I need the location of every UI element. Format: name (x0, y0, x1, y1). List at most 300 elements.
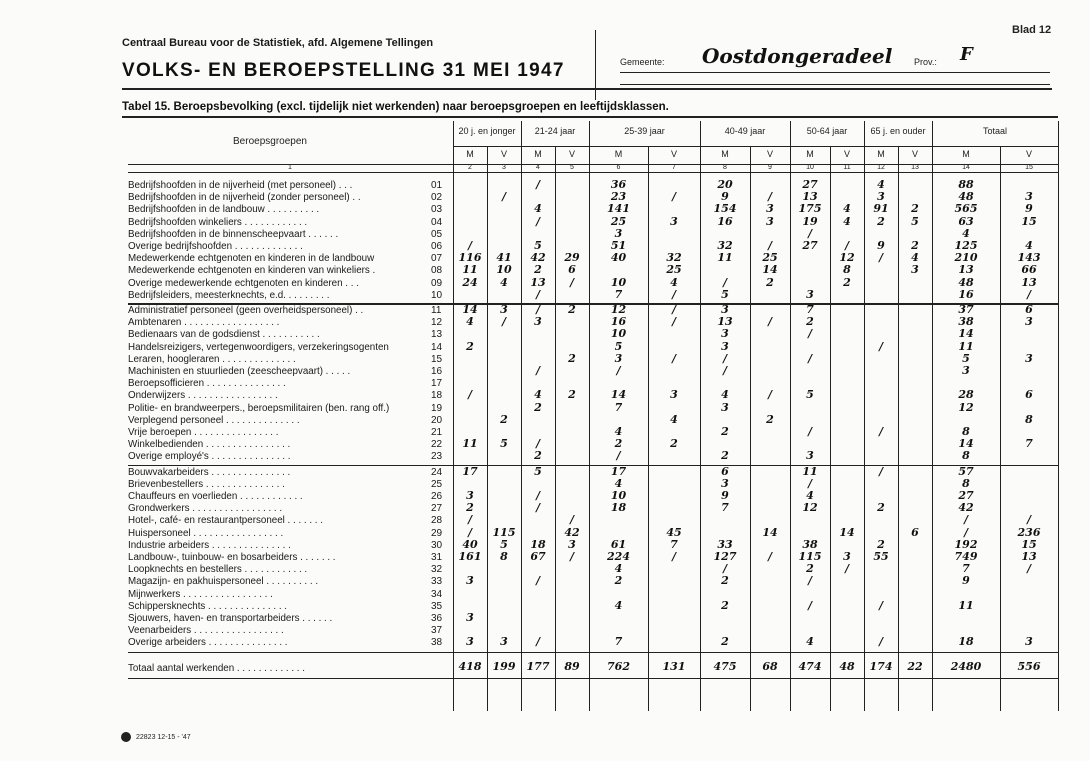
data-cell: 16 (958, 287, 974, 301)
row-label: Huispersoneel . . . . . . . . . . . . . . . . . (128, 527, 284, 539)
data-cell: 24 (462, 275, 478, 289)
age-group-header: 20 j. en jonger (458, 126, 516, 136)
data-cell: / (878, 251, 884, 265)
data-cell: 2 (500, 412, 508, 426)
data-cell: 4 (466, 315, 474, 329)
data-cell: 61 (610, 537, 627, 551)
data-cell: 42 (530, 251, 546, 265)
data-cell: 2 (568, 303, 576, 316)
total-cell: 174 (869, 659, 893, 673)
data-cell: / (878, 635, 884, 649)
data-cell: / (535, 501, 541, 515)
data-cell: / (535, 214, 541, 228)
data-cell: 5 (500, 437, 508, 451)
data-cell: 236 (1017, 525, 1041, 539)
data-cell: / (467, 525, 473, 539)
data-cell: 17 (610, 464, 627, 478)
data-cell: / (767, 239, 773, 252)
column-number: 4 (536, 164, 540, 171)
age-group-divider (1058, 121, 1059, 711)
header-rule (122, 88, 1052, 90)
data-cell: 2 (568, 351, 576, 365)
row-number: 30 (431, 539, 443, 551)
data-cell: / (1026, 287, 1032, 301)
data-cell: 9 (1025, 202, 1033, 216)
row-number: 08 (431, 265, 443, 277)
row-number: 28 (431, 515, 443, 527)
data-cell: 8 (962, 425, 970, 438)
data-cell: 14 (839, 525, 855, 539)
data-cell: 10 (610, 327, 627, 341)
data-cell: 210 (954, 251, 978, 265)
age-group-header: 25-39 jaar (624, 126, 665, 136)
data-cell: 2 (911, 202, 919, 216)
data-cell: 2 (534, 263, 542, 277)
row-label: Mijnwerkers . . . . . . . . . . . . . . . . . (128, 588, 273, 600)
row-number: 07 (431, 253, 443, 265)
data-cell: 4 (534, 202, 542, 216)
data-cell: / (671, 303, 677, 316)
row-label: Industrie arbeiders . . . . . . . . . . . . . . . (128, 539, 291, 551)
data-cell: 32 (666, 251, 682, 265)
total-cell: 22 (907, 659, 923, 673)
sex-header: M (721, 149, 729, 159)
data-cell: 3 (568, 537, 576, 551)
data-cell: / (569, 275, 575, 289)
row-label: Overige medewerkende echtgenoten en kinderen . . . (128, 277, 359, 289)
data-cell: 18 (530, 537, 546, 551)
data-cell: 42 (958, 501, 974, 515)
sex-header: M (466, 149, 474, 159)
row-number: 35 (431, 600, 443, 612)
row-number: 38 (431, 637, 443, 649)
sex-divider (750, 146, 751, 711)
data-cell: 42 (564, 525, 580, 539)
data-cell: 5 (721, 287, 729, 301)
data-cell: 48 (958, 275, 974, 289)
data-cell: 16 (717, 214, 733, 228)
row-number: 31 (431, 552, 443, 563)
data-cell: 2 (721, 449, 729, 463)
total-cell: 48 (839, 659, 855, 673)
table-bottom-rule (128, 678, 1058, 680)
data-cell: 15 (1021, 214, 1037, 228)
data-cell: 3 (614, 226, 623, 240)
row-number: 22 (431, 439, 443, 451)
row-number: 17 (431, 378, 443, 390)
total-label: Totaal aantal werkenden . . . . . . . . . . . . . (128, 662, 305, 674)
data-cell: 7 (806, 303, 814, 316)
data-cell: 115 (492, 525, 516, 539)
row-number: 10 (431, 289, 443, 301)
data-cell: 2 (614, 574, 623, 588)
data-cell: / (501, 190, 507, 204)
sex-divider (830, 146, 831, 711)
row-label: Medewerkende echtgenoten en kinderen in de landbouw (128, 253, 375, 265)
data-cell: 4 (614, 562, 623, 576)
data-cell: 2 (568, 388, 576, 402)
data-cell: 48 (958, 190, 974, 204)
data-cell: 29 (564, 251, 580, 265)
data-cell: / (671, 315, 677, 329)
data-cell: 25 (666, 263, 682, 277)
data-cell: 4 (614, 476, 623, 490)
data-cell: 9 (877, 239, 885, 252)
data-cell: 13 (958, 263, 974, 277)
data-cell: 2 (843, 275, 851, 289)
row-label: Chauffeurs en voerlieden . . . . . . . . . . . . (128, 491, 303, 502)
data-cell: / (1026, 562, 1032, 576)
data-cell: 3 (806, 449, 814, 463)
row-number: 36 (431, 613, 443, 624)
data-cell: 4 (614, 598, 623, 612)
data-cell: 33 (717, 537, 733, 551)
data-cell: 12 (610, 303, 627, 316)
row-number: 15 (431, 353, 443, 365)
data-cell: 7 (670, 537, 678, 551)
data-cell: 3 (721, 303, 729, 316)
column-number: 5 (570, 164, 574, 171)
gemeente-rule (620, 72, 1050, 73)
data-cell: 91 (873, 202, 889, 216)
data-cell: 2 (534, 449, 542, 463)
data-cell: 4 (843, 214, 851, 228)
data-cell: / (963, 525, 969, 539)
row-label: Bouwvakarbeiders . . . . . . . . . . . . . . . (128, 466, 291, 478)
data-cell: / (844, 562, 850, 576)
data-cell: 2 (466, 339, 474, 353)
total-cell: 418 (458, 659, 482, 673)
data-cell: / (535, 574, 541, 588)
sex-header: V (500, 149, 507, 159)
data-cell: 2 (877, 501, 885, 515)
data-cell: 28 (958, 388, 974, 402)
data-cell: 3 (721, 400, 729, 414)
sex-header: V (911, 149, 918, 159)
data-cell: 10 (610, 275, 627, 289)
data-cell: 4 (534, 388, 542, 402)
column-number: 11 (843, 164, 851, 171)
data-cell: 27 (802, 178, 818, 191)
age-group-header: 40-49 jaar (724, 126, 766, 136)
row-number: 11 (431, 305, 442, 316)
data-cell: / (535, 287, 541, 301)
data-cell: / (535, 489, 541, 502)
data-cell: 13 (530, 275, 546, 289)
data-cell: 4 (806, 489, 814, 502)
data-cell: 3 (534, 315, 542, 329)
row-number: 27 (431, 503, 443, 515)
row-number: 21 (431, 427, 443, 438)
data-cell: 37 (958, 303, 974, 316)
data-cell: / (535, 635, 541, 649)
data-cell: 125 (954, 239, 978, 252)
data-cell: 7 (614, 635, 623, 649)
data-cell: 4 (962, 226, 970, 240)
row-label: Leraren, hoogleraren . . . . . . . . . . . . . . (128, 353, 296, 365)
data-cell: 57 (958, 464, 974, 478)
age-group-header: 65 j. en ouder (870, 126, 926, 136)
row-label: Schippersknechts . . . . . . . . . . . . . . . (128, 600, 287, 612)
data-cell: / (878, 425, 884, 438)
column-number: 14 (962, 164, 970, 171)
data-cell: 9 (962, 574, 970, 588)
row-label: Landbouw-, tuinbouw- en bosarbeiders . . . . . . . (128, 552, 336, 563)
data-cell: 143 (1017, 251, 1041, 265)
data-cell: / (535, 178, 541, 191)
data-cell: 14 (958, 437, 974, 451)
data-cell: 2 (466, 501, 474, 515)
data-cell: 5 (614, 339, 623, 353)
total-cell: 2480 (950, 659, 982, 673)
row-number: 13 (431, 329, 443, 341)
data-cell: 3 (614, 351, 623, 365)
data-cell: 192 (954, 537, 978, 551)
column-number: 3 (502, 164, 506, 171)
data-cell: 14 (462, 303, 478, 316)
row-label: Bedienaars van de godsdienst . . . . . . . . . . . (128, 329, 320, 341)
data-cell: 2 (766, 275, 774, 289)
row-label: Bedrijfshoofden in de binnenscheepvaart . . . . . . (128, 228, 339, 240)
data-cell: / (767, 315, 773, 329)
row-number: 05 (431, 228, 443, 240)
row-label: Vrije beroepen . . . . . . . . . . . . . . . . (128, 427, 279, 438)
row-label: Hotel-, café- en restaurantpersoneel . . . . . . . (128, 515, 323, 527)
row-number: 04 (431, 216, 443, 228)
data-cell: 8 (1025, 412, 1033, 426)
data-cell: / (671, 287, 677, 301)
sex-header: V (1025, 149, 1032, 159)
data-cell: 38 (802, 537, 818, 551)
data-cell: / (767, 388, 773, 402)
sex-header: M (534, 149, 542, 159)
data-cell: 2 (721, 574, 729, 588)
header-divider (595, 30, 596, 100)
data-cell: 3 (843, 550, 851, 563)
data-cell: 3 (466, 489, 474, 502)
row-label: Bedrijfshoofden in de landbouw . . . . . . . . . . (128, 204, 320, 216)
data-cell: 3 (877, 190, 885, 204)
column-number: 9 (768, 164, 772, 171)
column-number: 2 (468, 164, 472, 171)
data-cell: 3 (670, 214, 678, 228)
data-cell: 10 (496, 263, 512, 277)
data-cell: 17 (462, 464, 478, 478)
column-number: 10 (806, 164, 814, 171)
data-cell: 23 (610, 190, 627, 204)
data-cell: 4 (721, 388, 729, 402)
data-cell: 6 (911, 525, 919, 539)
data-cell: 3 (1025, 635, 1033, 649)
sex-divider (648, 146, 649, 711)
data-cell: 4 (670, 412, 678, 426)
data-cell: 2 (766, 412, 774, 426)
row-number: 24 (431, 466, 443, 478)
data-cell: 67 (530, 550, 546, 563)
sheet-number: Blad 12 (1012, 24, 1052, 36)
sex-header: M (962, 149, 970, 159)
row-number: 29 (431, 527, 443, 539)
data-cell: 12 (802, 501, 818, 515)
printer-code: 22823 12-15 - '47 (136, 734, 191, 741)
data-cell: 40 (462, 537, 478, 551)
data-cell: 5 (911, 214, 919, 228)
row-label: Bedrijfshoofden in de nijverheid (zonder personeel) . . (128, 192, 361, 204)
data-cell: 14 (762, 263, 778, 277)
row-label: Bedrijfshoofden winkeliers . . . . . . . . . . . . (128, 216, 308, 228)
data-cell: / (467, 239, 473, 252)
row-label: Politie- en brandweerpers., beroepsmilitairen (ben. rang off.) (128, 402, 390, 414)
total-cell: 475 (713, 659, 737, 673)
column-number: 12 (877, 164, 885, 171)
data-cell: 13 (717, 315, 733, 329)
data-cell: / (722, 351, 728, 365)
data-cell: / (807, 598, 813, 612)
data-cell: 3 (670, 388, 678, 402)
data-cell: / (501, 315, 507, 329)
data-cell: 14 (958, 327, 974, 341)
gemeente-value: Oostdongeradeel (702, 44, 893, 68)
data-cell: 3 (806, 287, 814, 301)
sex-header: M (614, 149, 623, 159)
total-cell: 68 (762, 659, 778, 673)
data-cell: / (467, 513, 473, 527)
row-label: Winkelbedienden . . . . . . . . . . . . . . . . (128, 439, 291, 451)
data-cell: / (807, 476, 813, 490)
data-cell: 3 (500, 635, 508, 649)
row-number: 03 (431, 204, 443, 216)
data-cell: 2 (614, 437, 623, 451)
row-number: 23 (431, 451, 443, 463)
row-label: Ambtenaren . . . . . . . . . . . . . . . . . . (128, 317, 280, 329)
row-number: 16 (431, 366, 443, 377)
row-label: Overige bedrijfshoofden . . . . . . . . . . . . . (128, 241, 303, 252)
column-number: 8 (723, 164, 727, 171)
age-group-header: Totaal (982, 126, 1008, 136)
data-cell: / (722, 364, 728, 377)
row-label: Overige employé's . . . . . . . . . . . . . . . (128, 451, 291, 463)
data-cell: 88 (958, 178, 974, 191)
data-cell: 8 (843, 263, 851, 277)
row-number: 06 (431, 241, 443, 252)
gemeente-rule-2 (620, 84, 1050, 85)
data-cell: 63 (958, 214, 974, 228)
row-number: 37 (431, 625, 443, 637)
data-cell: 3 (766, 202, 774, 216)
organization-line: Centraal Bureau voor de Statistiek, afd. Algemene Tellingen (122, 37, 434, 49)
data-cell: 2 (721, 425, 729, 438)
data-cell: 32 (717, 239, 733, 252)
data-cell: 2 (670, 437, 678, 451)
data-cell: 3 (721, 327, 729, 341)
data-cell: / (535, 437, 541, 451)
province-value: F (960, 44, 973, 65)
data-cell: 5 (534, 239, 542, 252)
data-cell: / (807, 574, 813, 588)
row-label: Brievenbestellers . . . . . . . . . . . . . . . (128, 478, 285, 490)
total-cell: 474 (798, 659, 822, 673)
data-cell: 25 (610, 214, 627, 228)
total-cell: 177 (526, 659, 550, 673)
header-bottom-rule (128, 172, 1058, 173)
data-cell: 4 (877, 178, 885, 191)
data-cell: 7 (614, 287, 623, 301)
data-cell: 3 (1025, 315, 1033, 329)
sex-header: V (568, 149, 575, 159)
data-cell: 2 (911, 239, 919, 252)
data-cell: 224 (607, 550, 630, 563)
data-cell: 7 (962, 562, 970, 576)
age-group-header: 50-64 jaar (806, 126, 848, 136)
data-cell: 4 (614, 425, 623, 438)
data-cell: 40 (610, 251, 627, 265)
sex-divider (555, 146, 556, 711)
data-cell: 18 (958, 635, 974, 649)
row-number: 19 (431, 402, 443, 414)
data-cell: 6 (1025, 388, 1033, 402)
row-number: 34 (431, 588, 443, 600)
data-cell: 5 (534, 464, 542, 478)
data-cell: / (569, 513, 575, 527)
data-cell: / (569, 550, 575, 563)
data-cell: 8 (962, 449, 970, 463)
table-title: Tabel 15. Beroepsbevolking (excl. tijdelijk niet werkenden) naar beroepsgroepen en leeftijdsklassen. (122, 101, 669, 113)
column-header-beroepsgroepen: Beroepsgroepen (233, 136, 307, 147)
data-cell: 3 (766, 214, 774, 228)
data-cell: / (616, 449, 621, 463)
data-cell: 3 (500, 303, 508, 316)
sex-header: M (877, 149, 885, 159)
row-number: 14 (431, 341, 443, 353)
gemeente-label: Gemeente: (620, 57, 665, 67)
data-cell: 161 (458, 550, 482, 563)
province-label: Prov.: (914, 57, 937, 67)
data-cell: / (963, 513, 969, 527)
column-number: 6 (616, 164, 621, 171)
data-cell: 51 (610, 239, 627, 252)
data-cell: / (878, 339, 884, 353)
row-number: 01 (431, 180, 443, 191)
row-label: Beroepsofficieren . . . . . . . . . . . . . . . (128, 378, 286, 390)
data-cell: / (722, 275, 728, 289)
data-cell: 36 (610, 178, 627, 191)
data-cell: 2 (806, 562, 814, 576)
totals-rule (128, 652, 1058, 654)
sex-header: V (843, 149, 850, 159)
data-cell: 141 (607, 202, 630, 216)
row-number: 25 (431, 478, 443, 490)
data-cell: 38 (958, 315, 974, 329)
data-cell: / (807, 226, 813, 240)
data-cell: 5 (806, 388, 814, 402)
data-cell: 11 (958, 339, 974, 353)
sex-header-rule (453, 146, 1058, 147)
data-cell: 10 (610, 489, 627, 502)
total-cell: 762 (607, 659, 630, 673)
data-cell: 4 (1025, 239, 1033, 252)
total-cell: 131 (662, 659, 686, 673)
row-label: Handelsreizigers, vertegenwoordigers, verzekeringsogenten (128, 341, 389, 353)
data-cell: 8 (500, 550, 508, 563)
data-cell: 127 (713, 550, 737, 563)
data-cell: 11 (717, 251, 733, 265)
data-cell: 116 (458, 251, 482, 265)
total-cell: 199 (492, 659, 516, 673)
row-number: 32 (431, 564, 443, 576)
data-cell: 13 (802, 190, 818, 204)
column-number: 7 (672, 164, 676, 171)
data-cell: 19 (802, 214, 818, 228)
